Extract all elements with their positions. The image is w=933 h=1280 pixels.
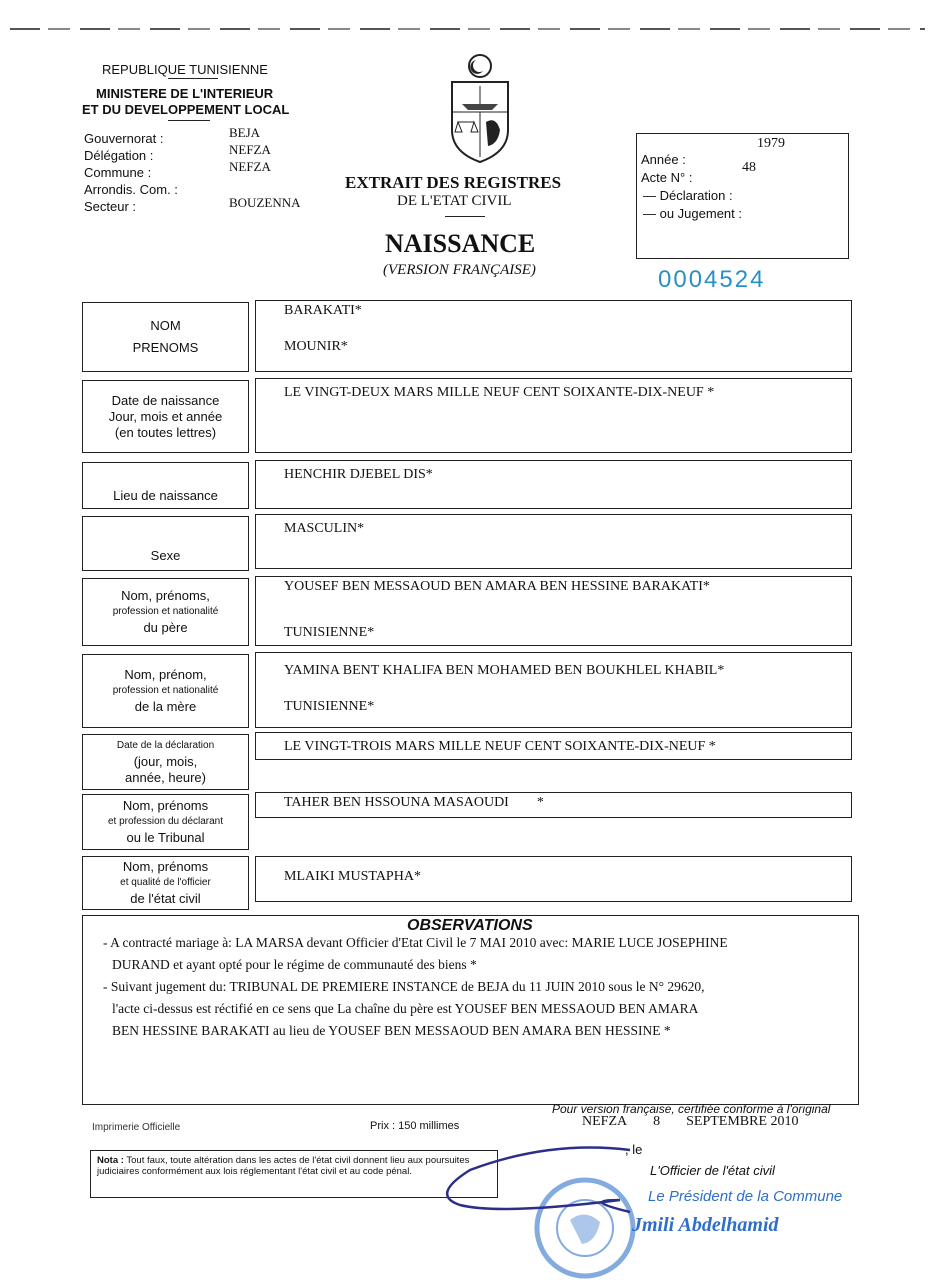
label-sexe	[82, 516, 249, 571]
lieu-value: HENCHIR DJEBEL DIS*	[255, 460, 852, 509]
field-label: Secteur :	[84, 199, 137, 214]
republic-title: REPUBLIQUE TUNISIENNE	[102, 62, 268, 77]
dob-sub: (en toutes lettres)	[114, 424, 217, 440]
observation-line: l'acte ci-dessus est réctifié en ce sens que La chaîne du père est YOUSEF BEN MESSAOUD BEN AMARA	[112, 1001, 699, 1016]
observations-title: OBSERVATIONS	[407, 917, 533, 934]
label-officier	[82, 856, 249, 910]
doc-type: NAISSANCE	[385, 229, 536, 258]
pere-label: du père	[143, 620, 188, 635]
stamp-name: Jmili Abdelhamid	[632, 1214, 779, 1236]
price-label: Prix : 150 millimes	[370, 1120, 460, 1132]
dob-label: Date de naissance	[111, 392, 220, 408]
scan-edge	[10, 28, 925, 30]
dob-value: LE VINGT-DEUX MARS MILLE NEUF CENT SOIXANTE-DIX-NEUF *	[255, 378, 852, 453]
le-label: , le	[625, 1142, 643, 1157]
declaration-label: — Déclaration :	[643, 188, 733, 203]
acte-box	[636, 133, 849, 259]
label-date-naissance	[82, 380, 249, 453]
divider	[168, 78, 218, 79]
prenoms-value: MOUNIR*	[284, 339, 348, 354]
observation-line: - A contracté mariage à: LA MARSA devant Officier d'Etat Civil le 7 MAI 2010 avec: MARIE LUCE JOSEPHINE	[103, 935, 728, 950]
officier-label: de l'état civil	[130, 891, 201, 906]
sexe-value: MASCULIN*	[255, 514, 852, 569]
acte-value: 48	[742, 160, 756, 175]
mere-label: de la mère	[134, 699, 197, 714]
value-nom-prenoms	[255, 300, 852, 372]
pere-nationality: TUNISIENNE*	[284, 625, 375, 640]
observations-text	[103, 932, 728, 1042]
field-label: Gouvernorat :	[84, 131, 164, 146]
lieu-label: Lieu de naissance	[113, 488, 218, 503]
mere-sub: profession et nationalité	[112, 685, 219, 696]
decl-label: Date de la déclaration	[116, 740, 215, 751]
label-pere	[82, 578, 249, 646]
coat-of-arms-icon	[440, 52, 520, 167]
value-pere	[255, 576, 852, 646]
version-label: (VERSION FRANÇAISE)	[383, 262, 536, 278]
field-label: Arrondis. Com. :	[84, 182, 178, 197]
divider	[168, 120, 210, 121]
extract-subtitle: DE L'ETAT CIVIL	[397, 193, 512, 209]
field-value: BOUZENNA	[229, 195, 301, 210]
printer-label: Imprimerie Officielle	[92, 1122, 181, 1133]
label-declarant	[82, 794, 249, 850]
acte-label: Acte N° :	[641, 170, 693, 185]
label-mere	[82, 654, 249, 728]
certification-date	[582, 1114, 799, 1130]
sexe-label: Sexe	[150, 548, 181, 563]
mere-nationality: TUNISIENNE*	[284, 699, 375, 714]
decl-sub: (jour, mois,	[133, 754, 198, 769]
place: NEFZA	[582, 1114, 628, 1129]
declarant-label: ou le Tribunal	[126, 830, 205, 845]
location-fields	[84, 125, 301, 215]
prenoms-label: PRENOMS	[132, 340, 199, 355]
observation-line: DURAND et ayant opté pour le régime de communauté des biens *	[112, 957, 477, 972]
certified-label: Pour version française, certifiée conforme à l'original	[552, 1102, 831, 1116]
annee-label: Année :	[641, 152, 686, 167]
field-value: NEFZA	[229, 159, 271, 174]
mere-label: Nom, prénom,	[124, 667, 207, 682]
pere-sub: profession et nationalité	[112, 606, 219, 617]
nota-label: Nota :	[97, 1155, 124, 1166]
officier-value: MLAIKI MUSTAPHA*	[255, 856, 852, 902]
serial-number: 0004524	[658, 266, 766, 293]
observation-line: - Suivant jugement du: TRIBUNAL DE PREMIERE INSTANCE de BEJA du 11 JUIN 2010 sous le N° 29620,	[103, 979, 705, 994]
nom-value: BARAKATI*	[284, 303, 362, 318]
mere-value: YAMINA BENT KHALIFA BEN MOHAMED BEN BOUKHLEL KHABIL*	[284, 663, 725, 678]
day: 8	[653, 1114, 661, 1129]
officier-sub: et qualité de l'officier	[120, 877, 211, 888]
declarant-sub: et profession du déclarant	[107, 816, 224, 827]
officer-label: L'Officier de l'état civil	[650, 1163, 775, 1178]
field-label: Délégation :	[84, 148, 154, 163]
declarant-label: Nom, prénoms	[122, 798, 209, 813]
jugement-label: — ou Jugement :	[643, 206, 742, 221]
officier-label: Nom, prénoms	[122, 859, 209, 874]
pere-value: YOUSEF BEN MESSAOUD BEN AMARA BEN HESSINE BARAKATI*	[284, 579, 710, 594]
observation-line: BEN HESSINE BARAKATI au lieu de YOUSEF BEN MESSAOUD BEN AMARA BEN HESSINE *	[112, 1023, 671, 1038]
declaration-value: LE VINGT-TROIS MARS MILLE NEUF CENT SOIXANTE-DIX-NEUF *	[255, 732, 852, 760]
field-label: Commune :	[84, 165, 152, 180]
label-nom-prenoms	[82, 302, 249, 372]
nota-text: Tout faux, toute altération dans les actes de l'état civil donnent lieu aux poursuites judiciaires conformément aux lois réglementant l'état civil et au code pénal.	[97, 1155, 470, 1177]
divider	[445, 216, 485, 217]
pere-label: Nom, prénoms,	[121, 588, 210, 603]
signature-icon	[430, 1140, 650, 1280]
stamp-title: Le Président de la Commune	[648, 1188, 843, 1205]
field-value: BEJA	[229, 125, 261, 140]
extract-title: EXTRAIT DES REGISTRES	[345, 173, 562, 192]
observations-box	[82, 915, 859, 1105]
ministry-line1: MINISTERE DE L'INTERIEUR	[96, 86, 274, 101]
decl-sub: année, heure)	[125, 770, 206, 785]
declarant-value: TAHER BEN HSSOUNA MASAOUDI *	[255, 792, 852, 818]
dob-sub: Jour, mois et année	[108, 408, 223, 424]
annee-value: 1979	[757, 136, 785, 151]
ministry-line2: ET DU DEVELOPPEMENT LOCAL	[82, 102, 290, 117]
field-value: NEFZA	[229, 142, 271, 157]
label-lieu	[82, 462, 249, 509]
value-mere	[255, 652, 852, 728]
nom-label: NOM	[150, 318, 181, 333]
month-year: SEPTEMBRE 2010	[686, 1114, 799, 1129]
label-declaration	[82, 734, 249, 790]
